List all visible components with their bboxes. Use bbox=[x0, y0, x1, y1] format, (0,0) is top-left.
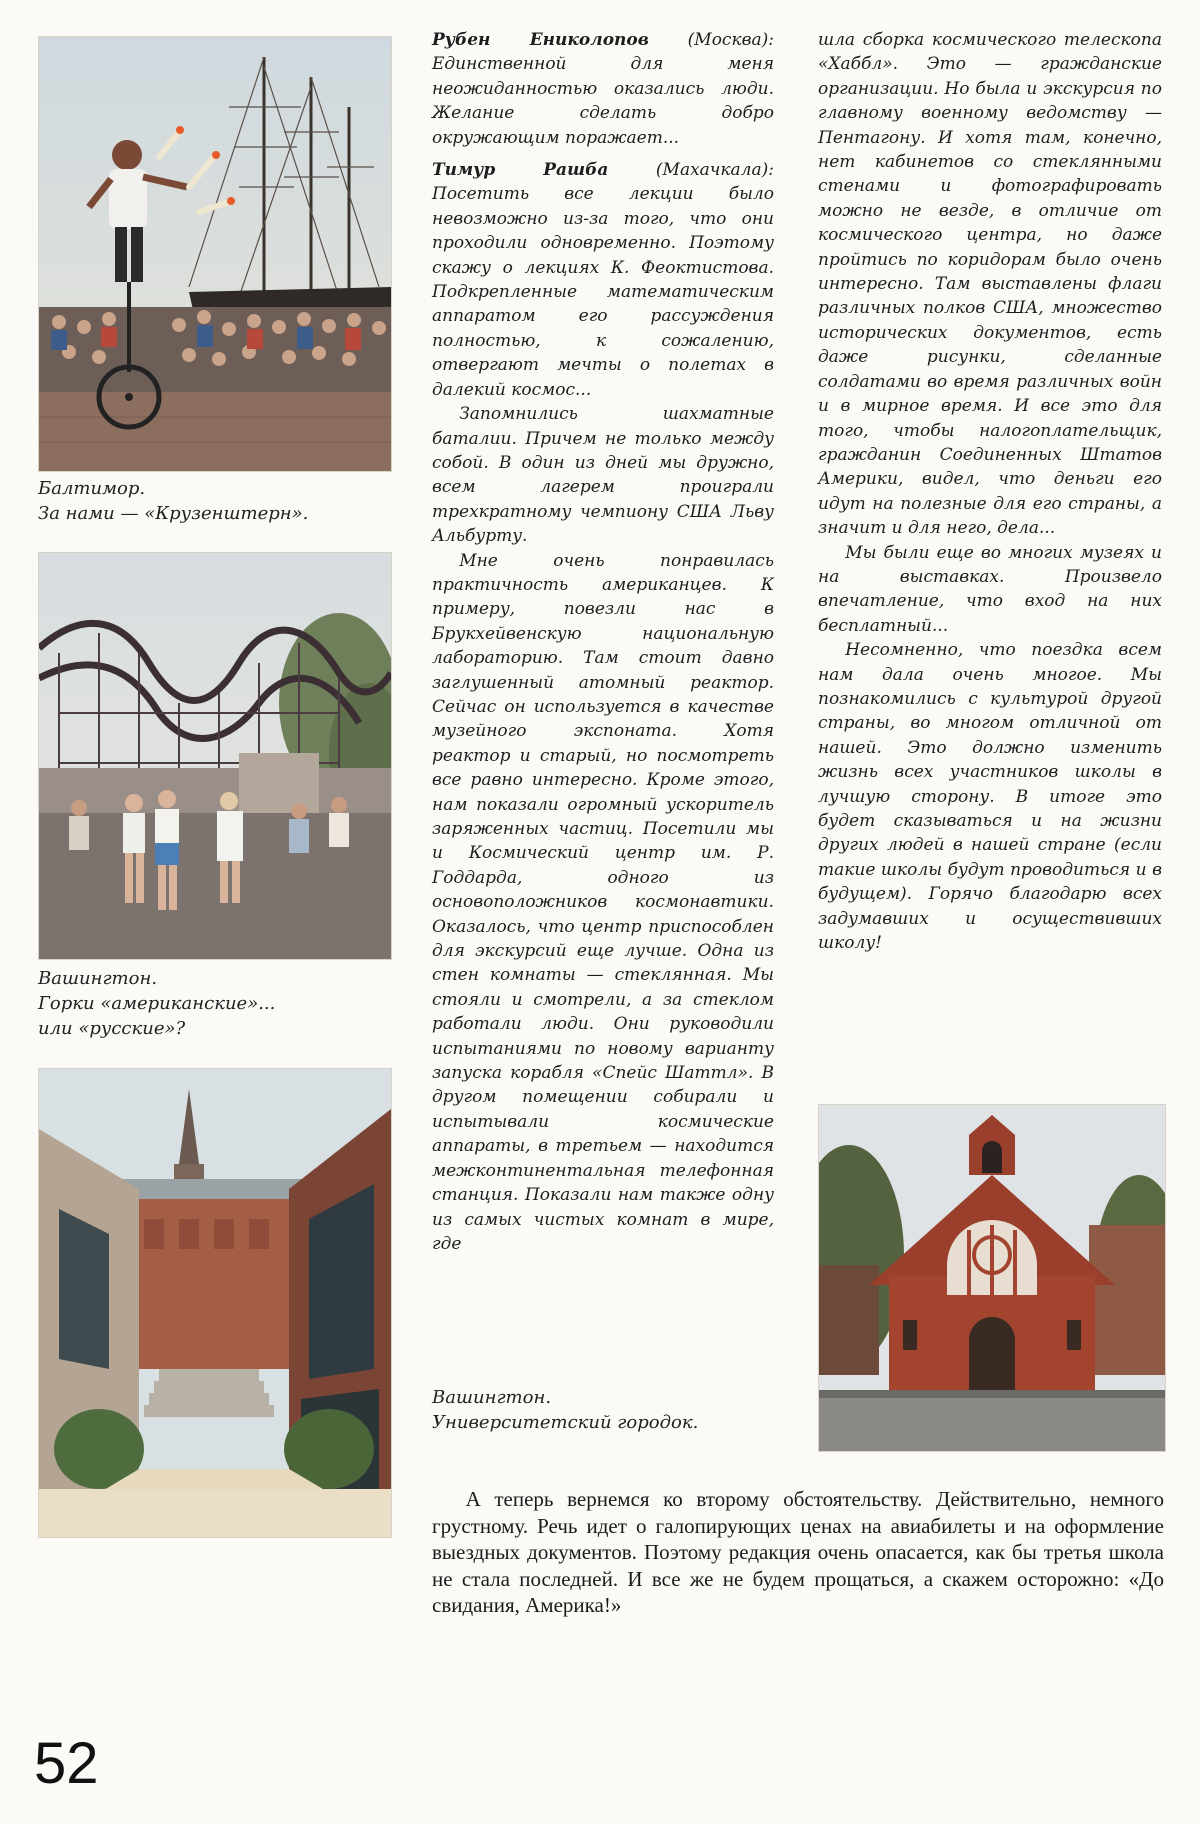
paragraph-hubble-pentagon: шла сборка космического телескопа «Хаббл». Это — гражданские организации. Но была и экскурсия по главному военному ведомству — Пентагону. И хотя там, конечно, нет кабинетов со стеклянными стенами и фотографировать можно не везде, в отличие от космического центра, но даже пройтись по коридорам было очень интересно. Там выставлены флаги различных полков США, множество исторических документов, есть даже рисунки, сделанные солдатами во время различных войн и в мирное время. И все это для того, чтобы налогоплательщик, гражданин Соединенных Штатов Америки, видел, что деньги его идут на полезные для его страны, а значит и для него, дела... bbox=[818, 30, 1162, 539]
paragraph-practicality: Мне очень понравилась практичность американцев. К примеру, повезли нас в Брукхейвенскую национальную лабораторию. Там стоит давно заглушенный атомный реактор. Сейчас он используется в качестве музейного экспоната. Хотя реактор и старый, но посмотреть все равно интересно. Кроме этого, нам показали огромный ускоритель заряженных частиц. Посетили мы и Космический центр им. Р. Годдарда, одного из основоположников космонавтики. Оказалось, что центр приспособлен для экскурсий еще лучше. Одна из стен комнаты — стеклянная. Мы стояли и смотрели, а за стеклом работали люди. Они руководили испытаниями по новому варианту запуска корабля «Спейс Шаттл». В другом помещении собирали и испытывали космические аппараты, в третьем — находится межконтинентальная телефонная станция. Показали нам также одну из самых чистых комнат в мире, где bbox=[432, 550, 774, 1254]
caption-coaster: Вашингтон. Горки «американские»... или «русские»? bbox=[38, 968, 276, 1039]
article-column-right bbox=[818, 28, 1162, 955]
city-moscow: (Москва): bbox=[687, 30, 774, 50]
caption-baltimore: Балтимор. За нами — «Крузенштерн». bbox=[38, 478, 309, 524]
quote-enikolopov-text: Единственной для меня неожиданностью оказались люди. Желание сделать добро окружающим поражает... bbox=[432, 54, 774, 148]
editorial-closing-text: А теперь вернемся ко второму обстоятельству. Действительно, немного грустному. Речь идет о галопирующих ценах на авиабилеты и на оформление выездных документов. Поэтому редакция очень опасается, как бы третья школа не стала последней. И все же не будем прощаться, а скажем осторожно: «До свидания, Америка!» bbox=[432, 1487, 1164, 1618]
quote-rashba bbox=[432, 158, 774, 402]
article-column-middle bbox=[432, 28, 774, 1256]
author-rashba: Тимур Рашба bbox=[432, 160, 609, 181]
city-makhachkala: (Махачкала): bbox=[655, 160, 774, 181]
paragraph-conclusion: Несомненно, что поездка всем нам дала очень многое. Мы познакомились с культурой другой страны, во многом отличной от нашей. Это должно изменить жизнь всех участников школы в лучшую сторону. В итоге это будет сказываться и на жизни других людей в нашей стране (если такие школы будут проводиться и в будущем). Горячо благодарю всех задумавших и осуществивших школу! bbox=[818, 640, 1162, 954]
author-enikolopov: Рубен Ениколопов bbox=[432, 30, 649, 50]
photo-coaster bbox=[38, 552, 392, 960]
photo-chapel bbox=[818, 1104, 1166, 1452]
photo-campus-alley bbox=[38, 1068, 392, 1538]
quote-rashba-text: Посетить все лекции было невозможно из-за того, что они проходили одновременно. Поэтому скажу о лекциях К. Феоктистова. Подкрепленные математическим аппаратом его рассуждения полностью, к сожалению, отвергают мечты о полетах в далекий космос... bbox=[432, 184, 774, 400]
paragraph-chess: Запомнились шахматные баталии. Причем не только между собой. В один из дней мы дружно, всем лагерем проиграли трехкратному чемпиону США Льву Альбурту. bbox=[432, 404, 774, 547]
photo-baltimore bbox=[38, 36, 392, 472]
quote-enikolopov bbox=[432, 28, 774, 150]
caption-campus: Вашингтон. Университетский городок. bbox=[432, 1387, 699, 1433]
editorial-closing bbox=[432, 1486, 1164, 1619]
page-number: 52 bbox=[34, 1731, 99, 1796]
paragraph-museums: Мы были еще во многих музеях и на выставках. Произвело впечатление, что вход на них бесплатный... bbox=[818, 542, 1162, 636]
